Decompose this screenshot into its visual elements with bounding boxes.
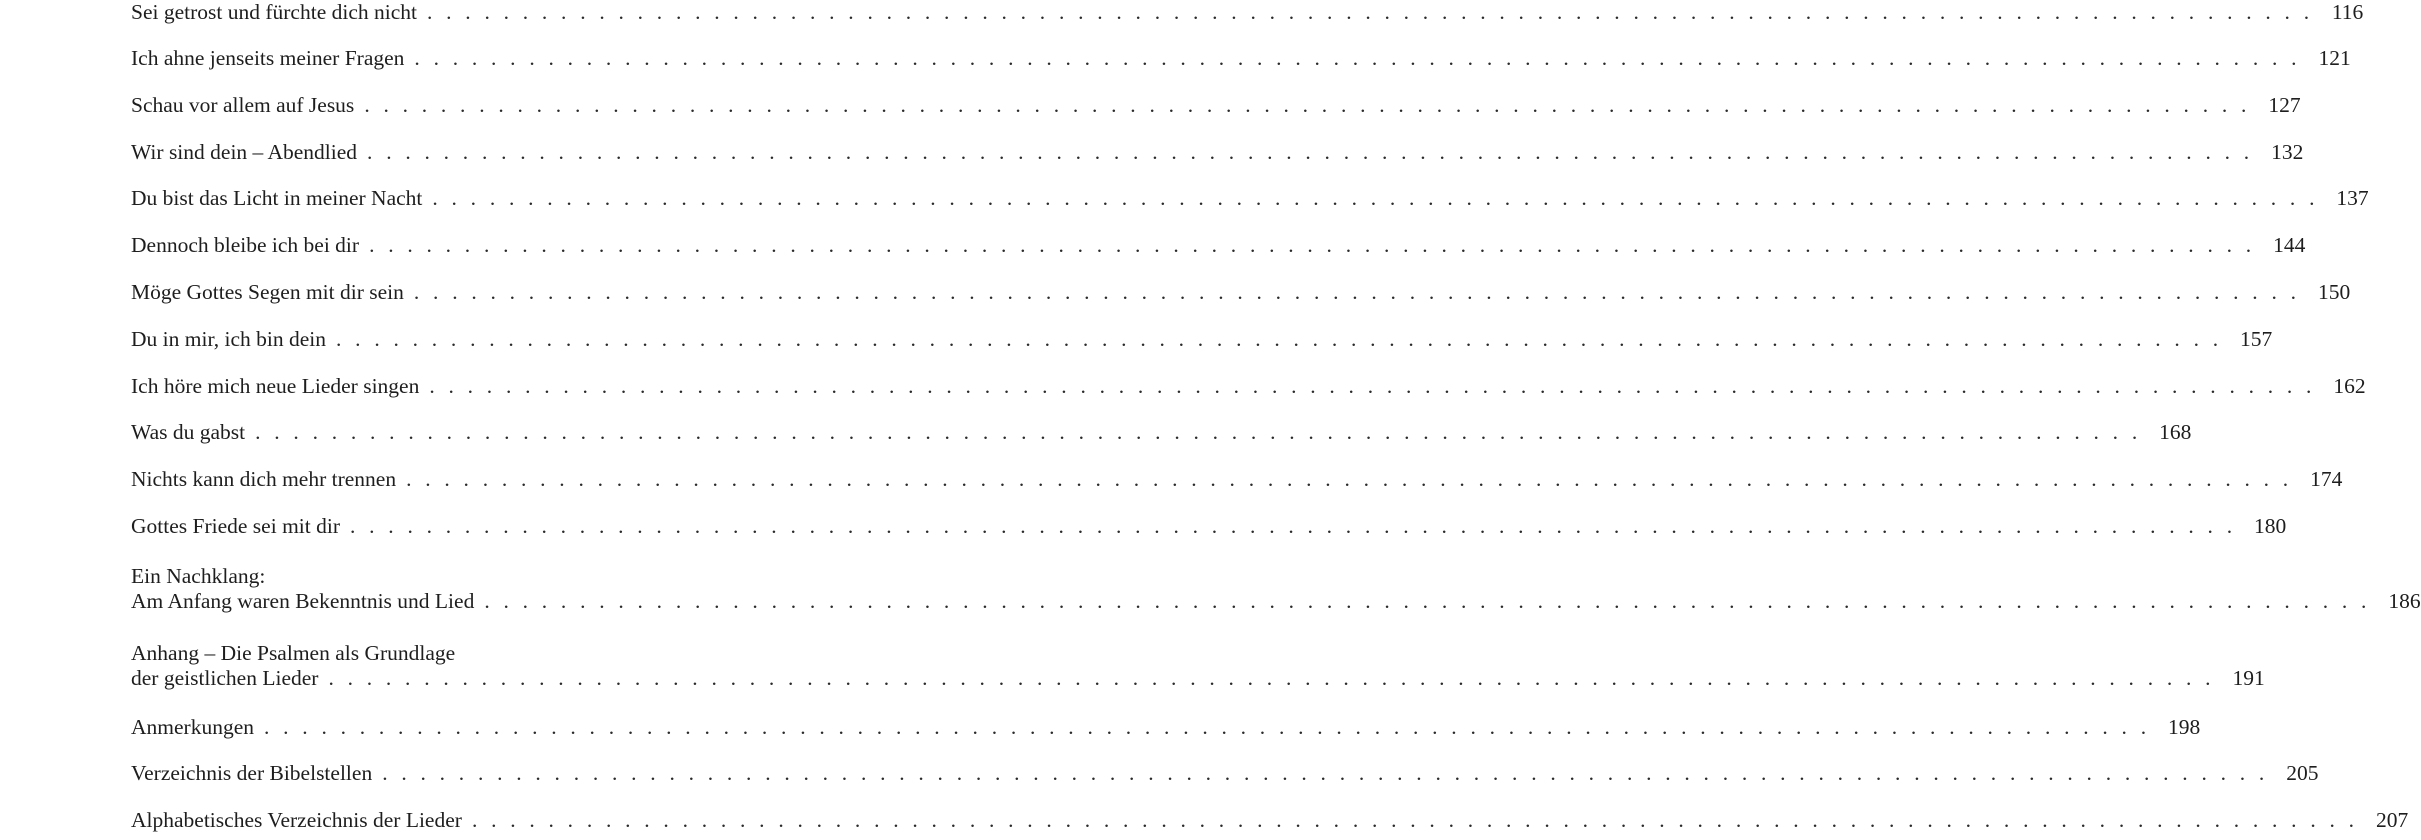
toc-entry-page-number: 144 bbox=[2273, 233, 2306, 257]
toc-entry[interactable] bbox=[131, 93, 2301, 118]
dot-leader: . . . . . . . . . . . . . . . . . . . . . . . . . . . . . . . . . . . . . . . . . . . . . . . . . . . . . . . . . . . . . . . . . . . . . . . . . . . . . . . . . . . . . . . . . . . . . . . . . . . bbox=[432, 186, 2319, 210]
dot-leader: . . . . . . . . . . . . . . . . . . . . . . . . . . . . . . . . . . . . . . . . . . . . . . . . . . . . . . . . . . . . . . . . . . . . . . . . . . . . . . . . . . . . . . . . . . . . . . . . . . . bbox=[406, 467, 2293, 491]
toc-entry-title: Schau vor allem auf Jesus bbox=[131, 93, 355, 117]
toc-entry[interactable] bbox=[131, 280, 2351, 305]
toc-entry-page-number: 162 bbox=[2333, 374, 2366, 398]
toc-entry[interactable] bbox=[131, 808, 2409, 833]
toc-entry[interactable] bbox=[131, 564, 2421, 614]
toc-entry-title: Du in mir, ich bin dein bbox=[131, 327, 327, 351]
toc-entry-title: Sei getrost und fürchte dich nicht bbox=[131, 0, 417, 24]
toc-entry[interactable] bbox=[131, 140, 2304, 165]
toc-entry-page-number: 168 bbox=[2159, 420, 2192, 444]
toc-entry-page-number: 186 bbox=[2388, 589, 2421, 613]
dot-leader: . . . . . . . . . . . . . . . . . . . . . . . . . . . . . . . . . . . . . . . . . . . . . . . . . . . . . . . . . . . . . . . . . . . . . . . . . . . . . . . . . . . . . . . . . . . . . . . . . . . bbox=[471, 808, 2359, 832]
toc-entry[interactable] bbox=[131, 46, 2351, 71]
toc-entry[interactable] bbox=[131, 0, 2364, 25]
toc-entry-title: Dennoch bleibe ich bei dir bbox=[131, 233, 360, 257]
toc-entry[interactable] bbox=[131, 761, 2319, 786]
toc-entry-page-number: 198 bbox=[2168, 715, 2201, 739]
toc-entry-page-number: 121 bbox=[2318, 46, 2351, 70]
toc-entry[interactable] bbox=[131, 715, 2201, 740]
toc-entry[interactable] bbox=[131, 327, 2273, 352]
toc-entry[interactable] bbox=[131, 233, 2306, 258]
dot-leader: . . . . . . . . . . . . . . . . . . . . . . . . . . . . . . . . . . . . . . . . . . . . . . . . . . . . . . . . . . . . . . . . . . . . . . . . . . . . . . . . . . . . . . . . . . . . . . . . . . . bbox=[413, 280, 2301, 304]
dot-leader: . . . . . . . . . . . . . . . . . . . . . . . . . . . . . . . . . . . . . . . . . . . . . . . . . . . . . . . . . . . . . . . . . . . . . . . . . . . . . . . . . . . . . . . . . . . . . . . . . . . bbox=[350, 514, 2237, 538]
dot-leader: . . . . . . . . . . . . . . . . . . . . . . . . . . . . . . . . . . . . . . . . . . . . . . . . . . . . . . . . . . . . . . . . . . . . . . . . . . . . . . . . . . . . . . . . . . . . . . . . . . . bbox=[328, 666, 2215, 690]
toc-entry-title: Was du gabst bbox=[131, 420, 246, 444]
toc-entry-title: Du bist das Licht in meiner Nacht bbox=[131, 186, 423, 210]
dot-leader: . . . . . . . . . . . . . . . . . . . . . . . . . . . . . . . . . . . . . . . . . . . . . . . . . . . . . . . . . . . . . . . . . . . . . . . . . . . . . . . . . . . . . . . . . . . . . . . . . . . bbox=[336, 327, 2223, 351]
toc-entry-title: Gottes Friede sei mit dir bbox=[131, 514, 340, 538]
toc-entry-title: Möge Gottes Segen mit dir sein bbox=[131, 280, 404, 304]
toc-entry-title-line: Ein Nachklang: bbox=[131, 564, 266, 588]
toc-entry-page-number: 205 bbox=[2286, 761, 2319, 785]
dot-leader: . . . . . . . . . . . . . . . . . . . . . . . . . . . . . . . . . . . . . . . . . . . . . . . . . . . . . . . . . . . . . . . . . . . . . . . . . . . . . . . . . . . . . . . . . . . . . . . . . . . bbox=[429, 374, 2316, 398]
toc-entry[interactable] bbox=[131, 186, 2369, 211]
toc-entry-page-number: 174 bbox=[2310, 467, 2343, 491]
dot-leader: . . . . . . . . . . . . . . . . . . . . . . . . . . . . . . . . . . . . . . . . . . . . . . . . . . . . . . . . . . . . . . . . . . . . . . . . . . . . . . . . . . . . . . . . . . . . . . . . . . . bbox=[382, 761, 2269, 785]
dot-leader: . . . . . . . . . . . . . . . . . . . . . . . . . . . . . . . . . . . . . . . . . . . . . . . . . . . . . . . . . . . . . . . . . . . . . . . . . . . . . . . . . . . . . . . . . . . . . . . . . . . bbox=[369, 233, 2256, 257]
toc-entry-page-number: 150 bbox=[2317, 280, 2351, 304]
toc-entry-title: Ich höre mich neue Lieder singen bbox=[131, 374, 420, 398]
toc-entry-title: Alphabetisches Verzeichnis der Lieder bbox=[131, 808, 462, 832]
toc-entry[interactable] bbox=[131, 514, 2287, 539]
toc-entry-title: Verzeichnis der Bibelstellen bbox=[131, 761, 373, 785]
toc-entry-page-number: 191 bbox=[2232, 666, 2265, 690]
dot-leader: . . . . . . . . . . . . . . . . . . . . . . . . . . . . . . . . . . . . . . . . . . . . . . . . . . . . . . . . . . . . . . . . . . . . . . . . . . . . . . . . . . . . . . . . . . . . . . . . . . . bbox=[264, 715, 2151, 739]
toc-entry-page-number: 137 bbox=[2336, 186, 2369, 210]
dot-leader: . . . . . . . . . . . . . . . . . . . . . . . . . . . . . . . . . . . . . . . . . . . . . . . . . . . . . . . . . . . . . . . . . . . . . . . . . . . . . . . . . . . . . . . . . . . . . . . . . . . bbox=[484, 589, 2371, 613]
dot-leader: . . . . . . . . . . . . . . . . . . . . . . . . . . . . . . . . . . . . . . . . . . . . . . . . . . . . . . . . . . . . . . . . . . . . . . . . . . . . . . . . . . . . . . . . . . . . . . . . . . . bbox=[414, 46, 2301, 70]
toc-entry-title: Nichts kann dich mehr trennen bbox=[131, 467, 397, 491]
toc-entry-title: Am Anfang waren Bekenntnis und Lied bbox=[131, 589, 475, 613]
toc-entry[interactable] bbox=[131, 641, 2265, 691]
toc-entry-title: Anmerkungen bbox=[131, 715, 254, 739]
toc-entry-title: Ich ahne jenseits meiner Fragen bbox=[131, 46, 405, 70]
toc-entry-page-number: 132 bbox=[2271, 140, 2304, 164]
toc-entry-page-number: 180 bbox=[2254, 514, 2287, 538]
toc-entry-page-number: 207 bbox=[2375, 808, 2409, 832]
toc-entry-page-number: 157 bbox=[2240, 327, 2273, 351]
dot-leader: . . . . . . . . . . . . . . . . . . . . . . . . . . . . . . . . . . . . . . . . . . . . . . . . . . . . . . . . . . . . . . . . . . . . . . . . . . . . . . . . . . . . . . . . . . . . . . . . . . . bbox=[255, 420, 2142, 444]
toc-entry-title: Wir sind dein – Abendlied bbox=[131, 140, 358, 164]
toc-entry[interactable] bbox=[131, 374, 2366, 399]
toc-entry[interactable] bbox=[131, 420, 2192, 445]
toc-entry-title: der geistlichen Lieder bbox=[131, 666, 319, 690]
toc-entry-page-number: 116 bbox=[2331, 0, 2364, 24]
toc-entry-title-line: Anhang – Die Psalmen als Grundlage bbox=[131, 641, 456, 665]
dot-leader: . . . . . . . . . . . . . . . . . . . . . . . . . . . . . . . . . . . . . . . . . . . . . . . . . . . . . . . . . . . . . . . . . . . . . . . . . . . . . . . . . . . . . . . . . . . . . . . . . . . bbox=[427, 0, 2314, 24]
dot-leader: . . . . . . . . . . . . . . . . . . . . . . . . . . . . . . . . . . . . . . . . . . . . . . . . . . . . . . . . . . . . . . . . . . . . . . . . . . . . . . . . . . . . . . . . . . . . . . . . . . . bbox=[364, 93, 2251, 117]
toc-entry-page-number: 127 bbox=[2268, 93, 2301, 117]
toc-entry[interactable] bbox=[131, 467, 2343, 492]
dot-leader: . . . . . . . . . . . . . . . . . . . . . . . . . . . . . . . . . . . . . . . . . . . . . . . . . . . . . . . . . . . . . . . . . . . . . . . . . . . . . . . . . . . . . . . . . . . . . . . . . . . bbox=[367, 140, 2254, 164]
